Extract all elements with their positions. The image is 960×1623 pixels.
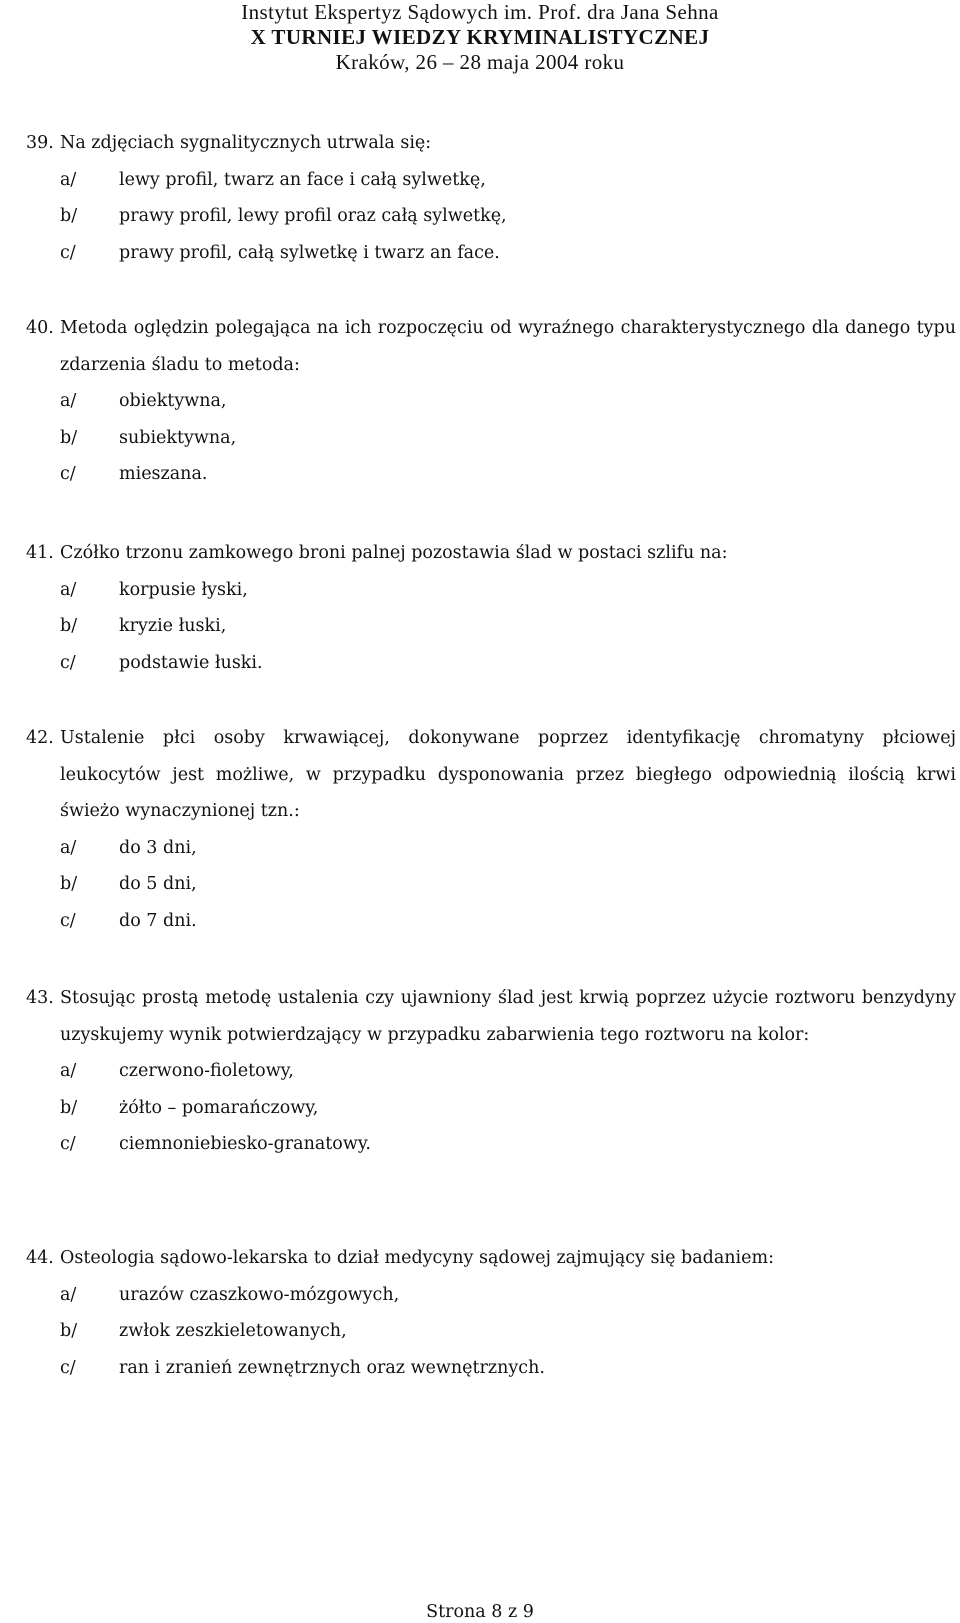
option-letter: b/ [60, 427, 78, 448]
question-39 [0, 125, 960, 271]
question-43 [0, 980, 960, 1163]
question-40 [0, 310, 960, 493]
question-text: Na zdjęciach sygnalitycznych utrwala się: [60, 133, 432, 153]
page-header [0, 0, 960, 75]
option-letter: b/ [60, 616, 78, 636]
option-letter: c/ [60, 1134, 76, 1154]
option-b [0, 420, 960, 457]
option-text: mieszana. [119, 464, 208, 484]
question-number: 42. [26, 728, 54, 748]
option-a [0, 572, 960, 609]
option-c [0, 456, 960, 493]
question-42 [0, 720, 960, 939]
question-44 [0, 1240, 960, 1386]
option-text: do 7 dni. [119, 910, 197, 931]
option-text: do 5 dni, [119, 874, 197, 894]
option-b [0, 198, 960, 235]
option-letter: a/ [60, 169, 77, 190]
option-text: podstawie łuski. [119, 652, 263, 673]
option-text: obiektywna, [119, 391, 227, 411]
option-a [0, 1277, 960, 1314]
question-number: 43. [26, 988, 54, 1008]
option-c [0, 645, 960, 682]
option-letter: b/ [60, 206, 78, 226]
question-number: 44. [26, 1248, 54, 1268]
option-letter: a/ [60, 1061, 77, 1081]
event-place-date: Kraków, 26 – 28 maja 2004 roku [335, 50, 625, 74]
question-number: 41. [26, 543, 54, 563]
option-letter: b/ [60, 1321, 78, 1341]
option-letter: a/ [60, 391, 77, 411]
option-a [0, 1053, 960, 1090]
option-letter: c/ [60, 910, 76, 931]
option-text: żółto – pomarańczowy, [119, 1097, 319, 1118]
option-text: ran i zranień zewnętrznych oraz wewnętrznych. [119, 1357, 545, 1378]
option-text: zwłok zeszkieletowanych, [119, 1321, 347, 1341]
option-text: urazów czaszkowo-mózgowych, [119, 1284, 400, 1305]
option-letter: a/ [60, 1284, 77, 1305]
option-a [0, 830, 960, 867]
option-letter: a/ [60, 579, 77, 600]
question-text: Czółko trzonu zamkowego broni palnej pozostawia ślad w postaci szlifu na: [60, 543, 728, 563]
question-text: Metoda oględzin polegająca na ich rozpoczęciu od wyraźnego charakterystycznego dla danego typu zdarzenia śladu to metoda: [60, 318, 956, 375]
option-text: ciemnoniebiesko-granatowy. [119, 1134, 371, 1154]
option-b [0, 866, 960, 903]
question-text: Osteologia sądowo-lekarska to dział medycyny sądowej zajmujący się badaniem: [60, 1248, 774, 1268]
option-letter: c/ [60, 464, 76, 484]
option-text: prawy profil, lewy profil oraz całą sylwetkę, [119, 206, 507, 226]
question-41 [0, 535, 960, 681]
option-a [0, 383, 960, 420]
option-c [0, 1350, 960, 1387]
option-letter: c/ [60, 1357, 76, 1378]
question-number: 40. [26, 318, 54, 338]
page-number: Strona 8 z 9 [426, 1602, 534, 1622]
option-b [0, 608, 960, 645]
option-text: czerwono-fioletowy, [119, 1061, 294, 1081]
question-text: Stosując prostą metodę ustalenia czy ujawniony ślad jest krwią poprzez użycie roztworu benzydyny uzyskujemy wynik potwierdzający w przypadku zabarwienia tego roztworu na kolor: [60, 988, 956, 1045]
option-letter: b/ [60, 874, 78, 894]
question-text: Ustalenie płci osoby krwawiącej, dokonywane poprzez identyfikację chromatyny płciowej leukocytów jest możliwe, w przypadku dysponowania przez biegłego odpowiednią ilością krwi świeżo wynaczynionej tzn.: [60, 728, 956, 821]
option-text: lewy profil, twarz an face i całą sylwetkę, [119, 169, 486, 190]
option-letter: c/ [60, 242, 76, 263]
option-letter: b/ [60, 1097, 78, 1118]
institute-name: Instytut Ekspertyz Sądowych im. Prof. dra Jana Sehna [241, 0, 719, 24]
option-c [0, 235, 960, 272]
question-number: 39. [26, 133, 54, 153]
option-text: do 3 dni, [119, 837, 197, 858]
option-b [0, 1090, 960, 1127]
option-text: korpusie łyski, [119, 579, 248, 600]
option-text: prawy profil, całą sylwetkę i twarz an face. [119, 242, 500, 263]
option-c [0, 1126, 960, 1163]
option-c [0, 903, 960, 940]
option-letter: c/ [60, 652, 76, 673]
option-text: subiektywna, [119, 427, 237, 448]
option-letter: a/ [60, 837, 77, 858]
option-b [0, 1313, 960, 1350]
option-a [0, 162, 960, 199]
event-title: X TURNIEJ WIEDZY KRYMINALISTYCZNEJ [250, 25, 710, 49]
option-text: kryzie łuski, [119, 616, 227, 636]
